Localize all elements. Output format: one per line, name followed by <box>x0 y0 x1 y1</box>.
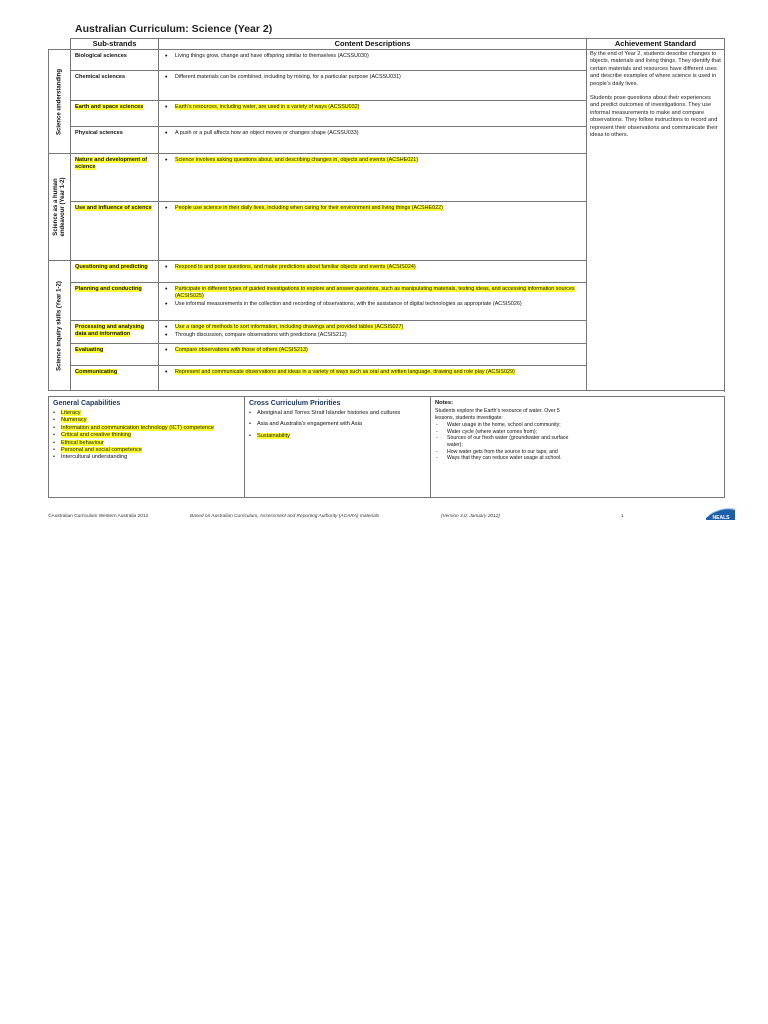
sub-strand-processing: Processing and analysing data and information <box>71 321 159 344</box>
strand-science-understanding <box>49 50 71 154</box>
notes-heading: Notes: <box>435 400 454 406</box>
notes-intro: Students explore the Earth’s resource of water. Over 5 lessons, students investigate: <box>435 408 560 421</box>
list-item: Compare observations with those of others (ACSIS213) <box>175 347 308 353</box>
neals-logo <box>703 506 737 522</box>
footer-page-number: 1 <box>621 514 624 519</box>
list-item: Represent and communicate observations and ideas in a variety of ways such as oral and written language, drawing and role play (ACSIS029) <box>175 369 515 375</box>
content-description <box>159 344 587 366</box>
list-item: • Different materials can be combined, including by mixing, for a particular purpose (ACSSU031) <box>163 74 582 81</box>
list-item: - Sources of our fresh water (groundwater and surface water); <box>435 435 580 448</box>
list-item: Critical and creative thinking <box>61 432 131 439</box>
header-content: Content Descriptions <box>159 39 587 50</box>
list-item: Aboriginal and Torres Strait Islander histories and cultures <box>257 410 401 416</box>
list-item: Earth’s resources, including water, are used in a variety of ways (ACSSU032) <box>175 104 360 110</box>
sub-strand-evaluating: Evaluating <box>71 344 159 366</box>
capabilities-table <box>48 396 725 498</box>
list-item: • A push or a pull affects how an object moves or changes shape (ACSSU033) <box>163 130 582 137</box>
content-description <box>159 101 587 127</box>
achievement-para-2: Students pose questions about their experiences and predict outcomes of investigations. They use informal measurements to make and compare observations. They follow instructions to record and represent their observations and communicate their ideas to others. <box>590 95 718 139</box>
strand-label: Science as a human endeavour (Year 1-2) <box>52 177 66 237</box>
list-item: Participate in different types of guided investigations to explore and answer questions, such as manipulating materials, testing ideas, and accessing information sources (ACSIS025) <box>175 286 575 299</box>
achievement-standard <box>587 50 725 391</box>
footer-copyright: ©Australian Curriculum Western Australia 2012 <box>48 514 149 519</box>
content-description <box>159 366 587 391</box>
footer-version: (Version 3.0, January 2012) <box>441 514 501 519</box>
list-item: Respond to and pose questions, and make predictions about familiar objects and events (ACSIS024) <box>175 264 416 270</box>
content-description <box>159 71 587 101</box>
list-item: Use informal measurements in the collection and recording of observations, with the assistance of digital technologies as appropriate (ACSIS026) <box>175 301 522 307</box>
list-item: Use a range of methods to sort information, including drawings and provided tables (ACSIS027) <box>175 324 404 330</box>
list-item: • Living things grow, change and have offspring similar to themselves (ACSSU030) <box>163 53 582 60</box>
strand-inquiry-skills <box>49 261 71 391</box>
sub-strand-biological: Biological sciences <box>71 50 159 71</box>
sub-strand-use-influence: Use and influence of science <box>71 202 159 261</box>
curriculum-table <box>48 38 725 391</box>
sub-strand-nature-development: Nature and development of science <box>71 154 159 202</box>
content-description <box>159 321 587 344</box>
list-item: Numeracy <box>61 417 87 424</box>
list-item: Literacy <box>61 410 81 416</box>
content-description <box>159 202 587 261</box>
footer-based-on: Based on Australian Curriculum, Assessment and Reporting Authority (ACARA) materials <box>190 514 380 519</box>
header-blank <box>49 39 71 50</box>
logo-text: NEALS <box>712 515 730 521</box>
sub-strand-communicating: Communicating <box>71 366 159 391</box>
sub-strand-planning: Planning and conducting <box>71 283 159 321</box>
general-capabilities-heading: General Capabilities <box>53 400 121 407</box>
header-sub-strands: Sub-strands <box>71 39 159 50</box>
strand-label: Science inquiry skills (Year 1-2) <box>56 280 62 371</box>
content-description <box>159 154 587 202</box>
sub-strand-physical: Physical sciences <box>71 127 159 154</box>
header-row <box>49 39 725 50</box>
content-description <box>159 261 587 283</box>
list-item: Intercultural understanding <box>61 454 128 461</box>
achievement-para-1: By the end of Year 2, students describe changes to objects, materials and living things. They identify that certain materials and resources have different uses and describe examples of where science is used in people’s daily lives. <box>590 51 721 87</box>
sub-strand-earth-space: Earth and space sciences <box>71 101 159 127</box>
cross-curriculum-priorities <box>245 397 431 498</box>
list-item: • Through discussion, compare observations with predictions (ACSIS212) <box>163 332 582 339</box>
list-item: - Water cycle (where water comes from); <box>435 429 580 436</box>
sub-strand-chemical: Chemical sciences <box>71 71 159 101</box>
list-item: - How water gets from the source to our taps; and <box>435 449 580 456</box>
content-description <box>159 50 587 71</box>
list-item: Ethical behaviour <box>61 439 104 446</box>
content-description <box>159 283 587 321</box>
sub-strand-questioning: Questioning and predicting <box>71 261 159 283</box>
notes-box <box>431 397 725 498</box>
list-item: Asia and Australia’s engagement with Asia <box>257 421 362 428</box>
table-row <box>49 50 725 71</box>
list-item: People use science in their daily lives, including when caring for their environment and living things (ACSHE022) <box>175 205 443 211</box>
list-item: Information and communication technology (ICT) competence <box>61 424 214 431</box>
list-item: Sustainability <box>257 432 290 439</box>
content-description <box>159 127 587 154</box>
general-capabilities <box>49 397 245 498</box>
cross-curriculum-heading: Cross Curriculum Priorities <box>249 400 341 407</box>
strand-label: Science understanding <box>56 68 62 135</box>
page-title: Australian Curriculum: Science (Year 2) <box>75 23 273 35</box>
list-item: Personal and social competence <box>61 447 142 454</box>
list-item: - Water usage in the home, school and community; <box>435 422 580 429</box>
list-item: - Ways that they can reduce water usage at school. <box>435 455 580 462</box>
strand-human-endeavour <box>49 154 71 261</box>
header-achievement: Achievement Standard <box>587 39 725 50</box>
list-item: Science involves asking questions about, and describing changes in, objects and events (ACSHE021) <box>175 157 419 163</box>
